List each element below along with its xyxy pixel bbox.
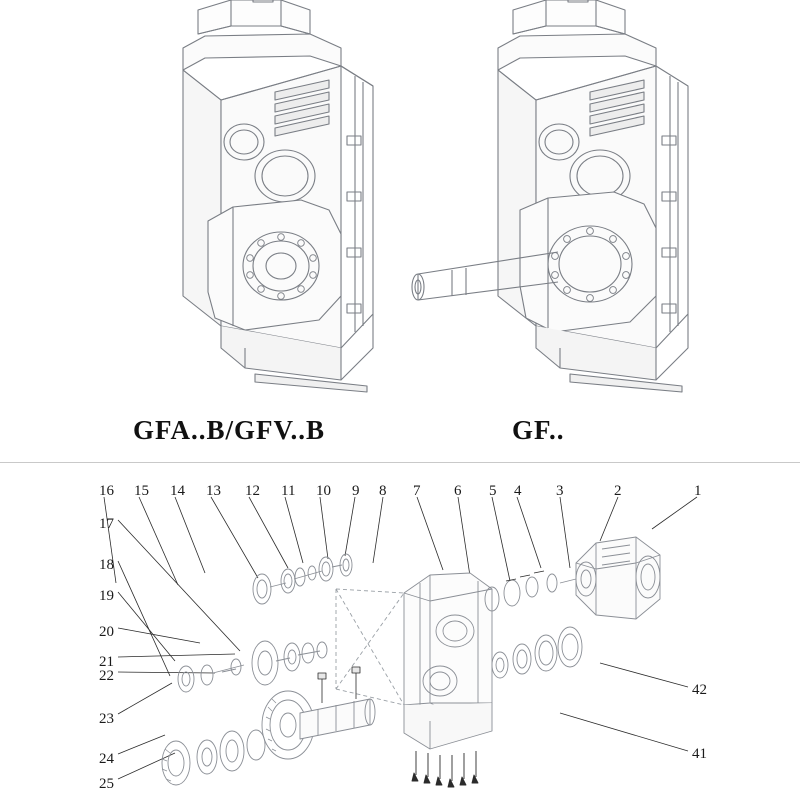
callout-7: 7: [413, 483, 421, 499]
callout-4: 4: [514, 483, 522, 499]
callout-3: 3: [556, 483, 564, 499]
callout-13: 13: [206, 483, 221, 499]
callout-25: 25: [99, 776, 114, 792]
callout-6: 6: [454, 483, 462, 499]
callout-17: 17: [99, 516, 114, 532]
callout-24: 24: [99, 751, 114, 767]
callout-1: 1: [694, 483, 702, 499]
callout-20: 20: [99, 624, 114, 640]
callout-22: 22: [99, 668, 114, 684]
callout-16: 16: [99, 483, 114, 499]
callout-8: 8: [379, 483, 387, 499]
callout-19: 19: [99, 588, 114, 604]
exploded-parts-diagram: [0, 463, 800, 800]
callout-10: 10: [316, 483, 331, 499]
callout-42: 42: [692, 682, 707, 698]
callout-15: 15: [134, 483, 149, 499]
callout-21: 21: [99, 654, 114, 670]
caption-right-model: GF..: [512, 415, 565, 445]
callout-41: 41: [692, 746, 707, 762]
callout-2: 2: [614, 483, 622, 499]
callout-11: 11: [281, 483, 296, 499]
left-gearbox-drawing: [105, 0, 405, 396]
right-gearbox-drawing: [408, 0, 718, 396]
callout-5: 5: [489, 483, 497, 499]
callout-9: 9: [352, 483, 360, 499]
callout-12: 12: [245, 483, 260, 499]
callout-23: 23: [99, 711, 114, 727]
callout-18: 18: [99, 557, 114, 573]
caption-left-model: GFA..B/GFV..B: [133, 415, 326, 445]
callout-14: 14: [170, 483, 185, 499]
